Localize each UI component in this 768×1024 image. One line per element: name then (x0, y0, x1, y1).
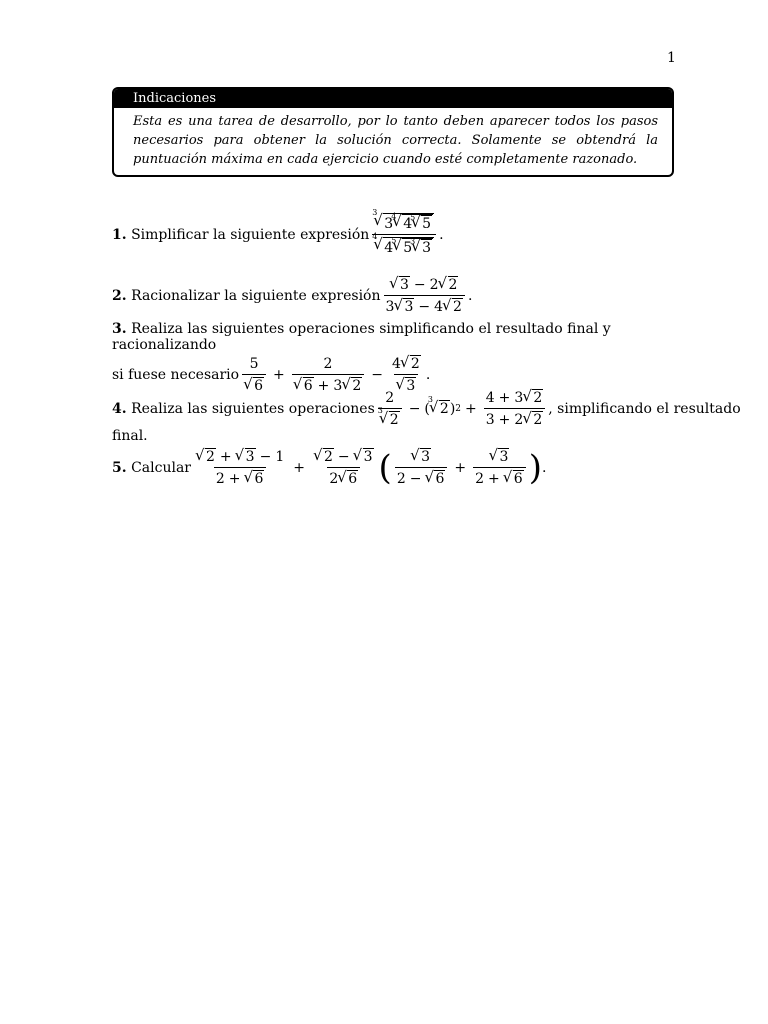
exercise-number: 3. (112, 321, 127, 337)
instructions-text: Esta es una tarea de desarrollo, por lo tanto deben aparecer todos los pasos necesarios para obtener la solución correcta. Solamente se obtendrá la puntuación máxima en cada ejercicio cuando esté completamente razonado. (133, 114, 658, 167)
exercise-text-line2: final. (112, 428, 148, 444)
exercise-text: Racionalizar la siguiente expresión (131, 287, 381, 304)
exercise-1: 1. Simplificar la siguiente expresión √ 3 3 √ 4 4 √ 5 5 √ 4 4 √ 5 5 √ 3 3 . (112, 213, 444, 256)
exercise-5 (112, 448, 546, 487)
page-number: 1 (667, 50, 676, 66)
exercise-2: 2. Racionalizar la siguiente expresión √ $\frac{3 - 2√ 2}{3√ 3 - 4√ 2}$ . (112, 276, 472, 315)
exercise-3 (112, 321, 674, 394)
math-expression: 5 √ 6 + 2 √ 6 + 3√ 2 − 4√ 2 √ 3 . (239, 355, 430, 394)
exercise-number: 5. (112, 459, 127, 476)
exercise-text: Calcular (131, 459, 191, 476)
instructions-title: Indicaciones (114, 89, 672, 108)
math-expression: √ $\frac{2 +√ 3 - 1}{2 +√ 6}$ + √ $\frac{2 -√ 3}{2√ 6}$ ( √ $\frac{3}{2 -√ 6}$ + √ $\frac{3}{2 +√ 6}$ ) . (191, 448, 546, 487)
exercise-number: 2. (112, 287, 127, 304)
exercise-number: 1. (112, 226, 127, 243)
exercise-text-after: , simplificando el resultado (548, 400, 741, 417)
exercise-text: Simplificar la siguiente expresión (131, 226, 370, 243)
exercise-text: Realiza las siguientes operaciones simplificando el resultado final y racionalizando (112, 321, 611, 353)
exercise-4 (112, 389, 741, 444)
math-expression: √ $\frac{3 - 2√ 2}{3√ 3 - 4√ 2}$ (384, 276, 465, 315)
instructions-box (112, 87, 674, 177)
exercise-number: 4. (112, 400, 127, 417)
exercise-text: Realiza las siguientes operaciones (131, 400, 375, 417)
math-expression: √ 3 3 √ 4 4 √ 5 5 √ 4 4 √ 5 5 √ 3 3 (372, 213, 436, 256)
math-expression: 2 √ 3 2 − ( √ 3 2 ) 2 + $\frac{4 + 3√ 2}{3 + 2√ 2}$ (375, 389, 548, 428)
exercise-text-line2: si fuese necesario (112, 366, 240, 383)
